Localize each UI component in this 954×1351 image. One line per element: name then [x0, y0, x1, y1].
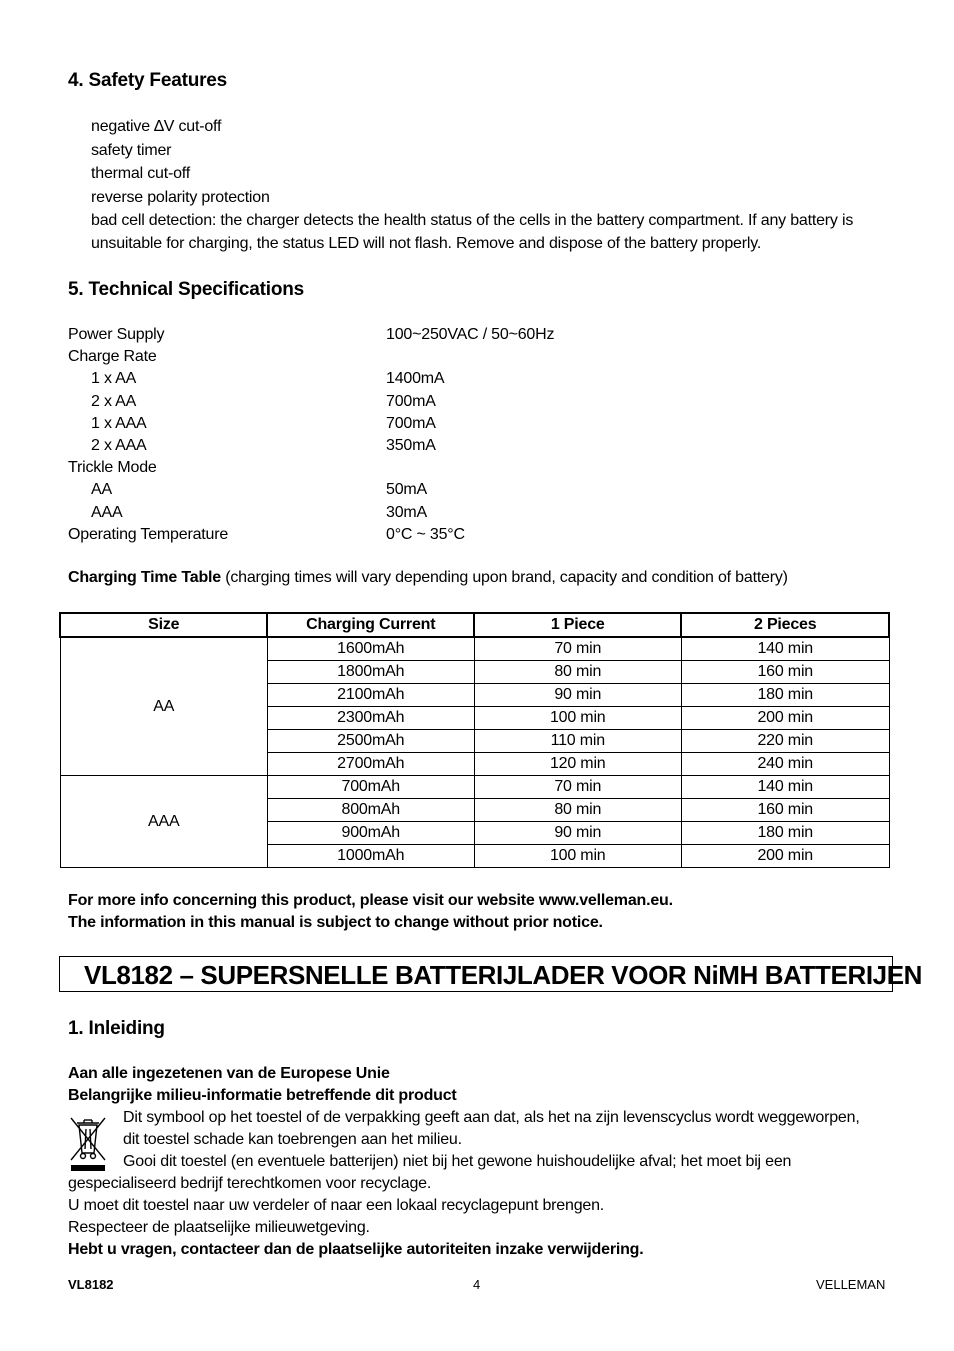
spec-label: Power Supply	[68, 326, 165, 343]
charging-table-caption	[68, 567, 788, 589]
charging-current-cell: 2700mAh	[267, 753, 474, 776]
spec-label: Trickle Mode	[68, 459, 157, 476]
one-piece-cell: 110 min	[474, 730, 681, 753]
weee-bin-icon	[68, 1112, 108, 1174]
charging-current-cell: 2500mAh	[267, 730, 474, 753]
spec-label: 1 x AAA	[91, 415, 147, 432]
spec-value: 350mA	[386, 437, 436, 454]
spec-value: 700mA	[386, 393, 436, 410]
spec-value: 50mA	[386, 481, 427, 498]
one-piece-cell: 90 min	[474, 822, 681, 845]
one-piece-cell: 80 min	[474, 661, 681, 684]
spec-label: AAA	[91, 504, 123, 521]
two-pieces-cell: 180 min	[681, 822, 889, 845]
dutch-disposal-text: Gooi dit toestel (en eventuele batterijen) niet bij het gewone huishoudelijke afval; het moet bij een	[123, 1153, 792, 1170]
footer-model: VL8182	[68, 1277, 114, 1292]
safety-item: safety timer	[91, 142, 172, 159]
spec-label: 2 x AA	[91, 393, 137, 410]
one-piece-cell: 120 min	[474, 753, 681, 776]
charging-time-table	[59, 612, 890, 868]
dutch-symbol-text: dit toestel schade kan toebrengen aan het milieu.	[123, 1131, 462, 1148]
header-2-pieces: 2 Pieces	[681, 613, 889, 637]
charging-current-cell: 1800mAh	[267, 661, 474, 684]
dutch-eu-line: Belangrijke milieu-informatie betreffende dit product	[68, 1087, 457, 1104]
one-piece-cell: 80 min	[474, 799, 681, 822]
one-piece-cell: 70 min	[474, 776, 681, 799]
dutch-law-text: Respecteer de plaatselijke milieuwetgeving.	[68, 1219, 370, 1236]
charging-table-caption-note: (charging times will vary depending upon brand, capacity and condition of battery)	[220, 569, 788, 586]
one-piece-cell: 100 min	[474, 707, 681, 730]
table-header-row	[60, 613, 889, 637]
charging-current-cell: 700mAh	[267, 776, 474, 799]
specs-heading: 5. Technical Specifications	[68, 279, 305, 300]
charging-current-cell: 900mAh	[267, 822, 474, 845]
notice-change: The information in this manual is subject to change without prior notice.	[68, 914, 603, 931]
safety-bad-cell-line: bad cell detection: the charger detects the health status of the cells in the battery compartment. If any battery is	[91, 212, 854, 229]
header-1-piece: 1 Piece	[474, 613, 681, 637]
dutch-disposal-text: gespecialiseerd bedrijf terechtkomen voor recyclage.	[68, 1175, 432, 1192]
two-pieces-cell: 140 min	[681, 776, 889, 799]
charging-current-cell: 800mAh	[267, 799, 474, 822]
dutch-symbol-text: Dit symbool op het toestel of de verpakking geeft aan dat, als het na zijn levenscyclus wordt weggeworpen,	[123, 1109, 860, 1126]
one-piece-cell: 70 min	[474, 637, 681, 661]
spec-value: 700mA	[386, 415, 436, 432]
size-cell: AA	[60, 637, 267, 776]
one-piece-cell: 90 min	[474, 684, 681, 707]
spec-value: 0°C ~ 35°C	[386, 526, 465, 543]
safety-item: thermal cut-off	[91, 165, 190, 182]
charging-table-caption-title: Charging Time Table	[68, 569, 221, 586]
spec-label: Charge Rate	[68, 348, 157, 365]
charging-current-cell: 1000mAh	[267, 845, 474, 868]
safety-item: reverse polarity protection	[91, 189, 270, 206]
header-charging-current: Charging Current	[267, 613, 474, 637]
notice-website: For more info concerning this product, please visit our website www.velleman.eu.	[68, 892, 673, 909]
spec-value: 1400mA	[386, 370, 445, 387]
table-row	[60, 776, 889, 799]
dutch-title-banner: VL8182 – SUPERSNELLE BATTERIJLADER VOOR NiMH BATTERIJEN	[59, 956, 893, 992]
safety-item: negative ∆V cut-off	[91, 118, 222, 135]
charging-current-cell: 2100mAh	[267, 684, 474, 707]
dutch-contact-text: Hebt u vragen, contacteer dan de plaatselijke autoriteiten inzake verwijdering.	[68, 1241, 644, 1258]
spec-label: 1 x AA	[91, 370, 137, 387]
two-pieces-cell: 160 min	[681, 661, 889, 684]
spec-value: 30mA	[386, 504, 427, 521]
two-pieces-cell: 200 min	[681, 707, 889, 730]
footer-brand: VELLEMAN	[816, 1277, 886, 1292]
spec-value: 100~250VAC / 50~60Hz	[386, 326, 555, 343]
safety-heading: 4. Safety Features	[68, 70, 228, 91]
two-pieces-cell: 140 min	[681, 637, 889, 661]
spec-label: AA	[91, 481, 112, 498]
dutch-return-text: U moet dit toestel naar uw verdeler of naar een lokaal recyclagepunt brengen.	[68, 1197, 605, 1214]
two-pieces-cell: 240 min	[681, 753, 889, 776]
size-cell: AAA	[60, 776, 267, 868]
two-pieces-cell: 180 min	[681, 684, 889, 707]
charging-current-cell: 2300mAh	[267, 707, 474, 730]
table-row	[60, 637, 889, 661]
dutch-heading: 1. Inleiding	[68, 1018, 165, 1039]
spec-label: 2 x AAA	[91, 437, 147, 454]
safety-bad-cell-line: unsuitable for charging, the status LED will not flash. Remove and dispose of the battery properly.	[91, 235, 762, 252]
header-size: Size	[60, 613, 267, 637]
footer-page-number: 4	[473, 1277, 481, 1292]
spec-label: Operating Temperature	[68, 526, 229, 543]
dutch-eu-line: Aan alle ingezetenen van de Europese Unie	[68, 1065, 390, 1082]
charging-current-cell: 1600mAh	[267, 637, 474, 661]
one-piece-cell: 100 min	[474, 845, 681, 868]
two-pieces-cell: 220 min	[681, 730, 889, 753]
two-pieces-cell: 160 min	[681, 799, 889, 822]
two-pieces-cell: 200 min	[681, 845, 889, 868]
